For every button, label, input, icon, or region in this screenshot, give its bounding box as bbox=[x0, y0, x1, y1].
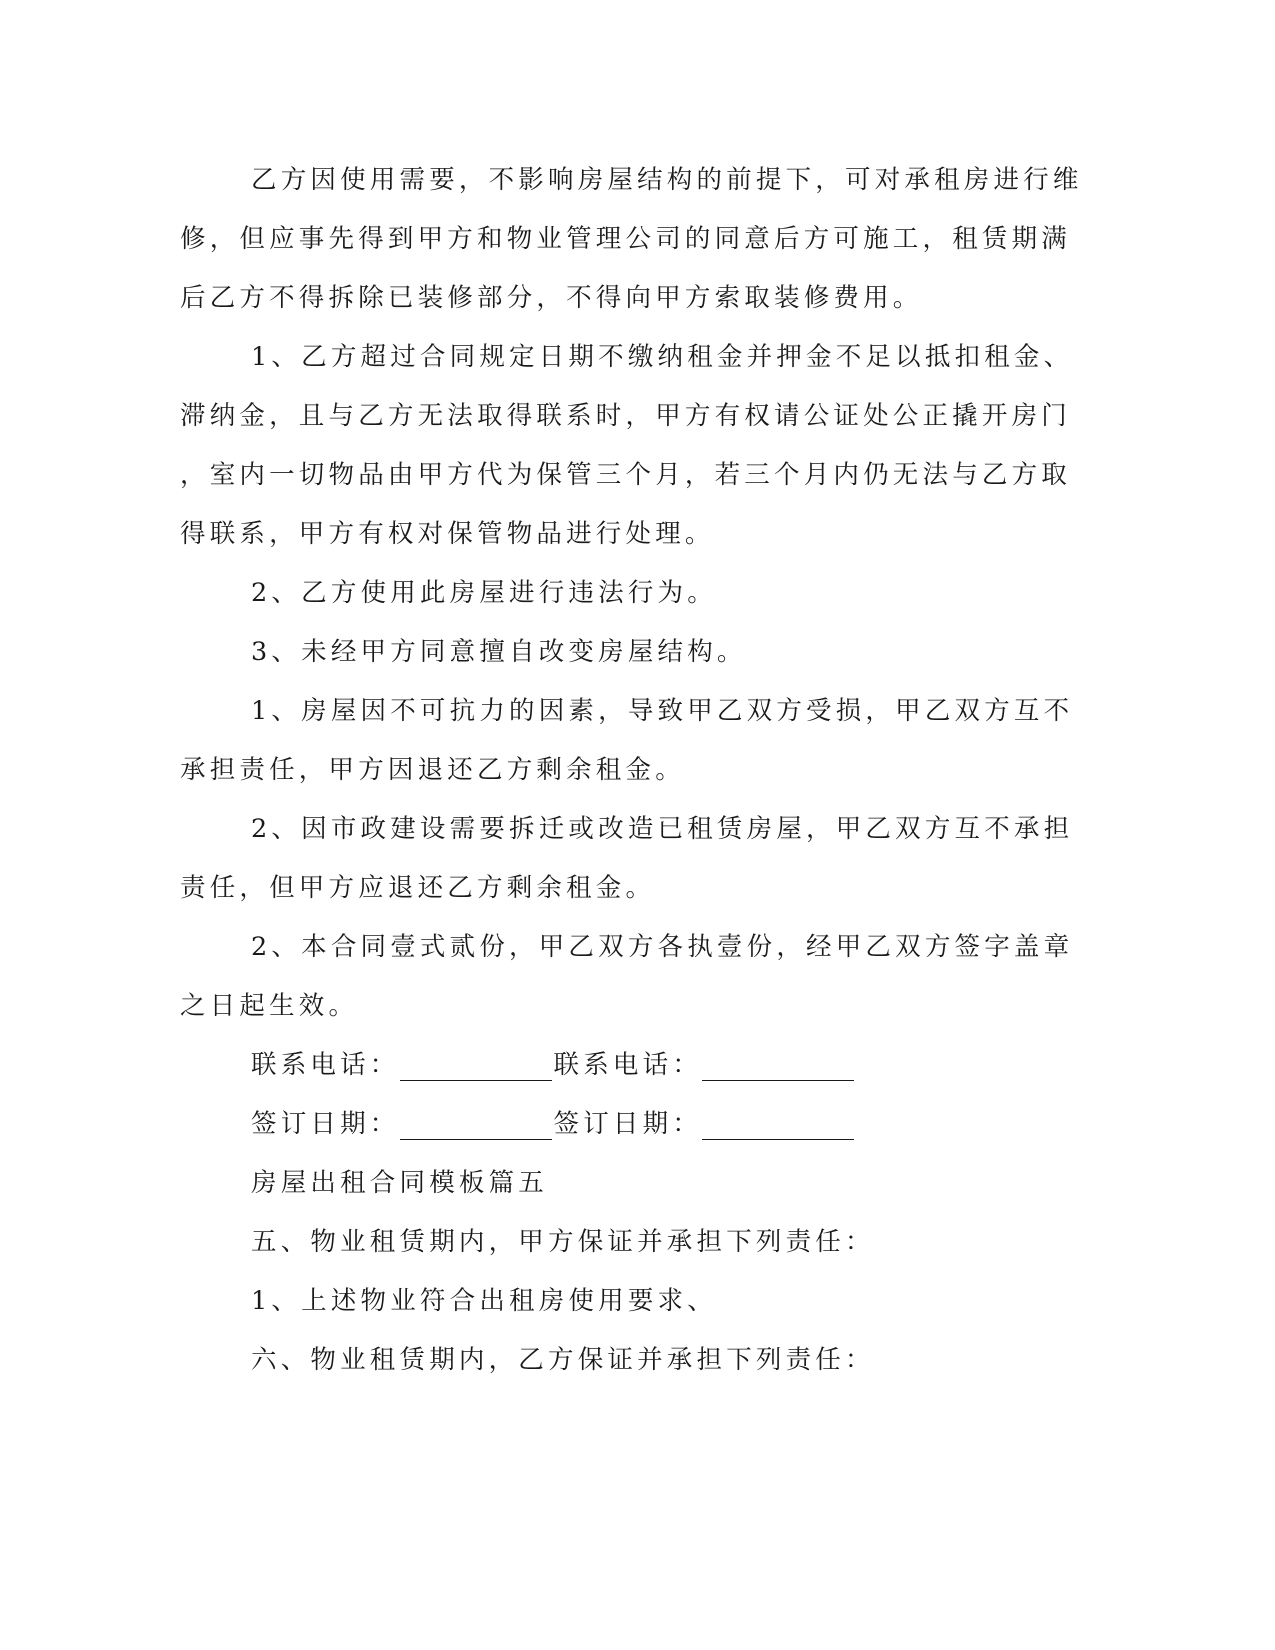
phone-blank-party-b[interactable] bbox=[702, 1054, 854, 1081]
phone-row bbox=[251, 1049, 856, 1081]
paragraph-line: 后乙方不得拆除已装修部分，不得向甲方索取装修费用。 bbox=[180, 283, 923, 313]
phone-label-party-a: 联系电话： bbox=[251, 1050, 400, 1080]
paragraph-line: 六、物业租赁期内，乙方保证并承担下列责任： bbox=[251, 1345, 875, 1375]
paragraph-line: 滞纳金，且与乙方无法取得联系时，甲方有权请公证处公正撬开房门 bbox=[180, 401, 1072, 431]
paragraph-line: 1、乙方超过合同规定日期不缴纳租金并押金不足以抵扣租金、 bbox=[251, 342, 1074, 372]
date-blank-party-a[interactable] bbox=[400, 1113, 552, 1140]
paragraph-line: 乙方因使用需要，不影响房屋结构的前提下，可对承租房进行维 bbox=[251, 165, 1083, 195]
paragraph-line: ，室内一切物品由甲方代为保管三个月，若三个月内仍无法与乙方取 bbox=[180, 460, 1072, 490]
phone-label-party-b: 联系电话： bbox=[553, 1050, 703, 1080]
paragraph-line: 责任，但甲方应退还乙方剩余租金。 bbox=[180, 873, 656, 903]
phone-blank-party-a[interactable] bbox=[400, 1054, 552, 1081]
paragraph-line: 1、上述物业符合出租房使用要求、 bbox=[251, 1286, 717, 1316]
date-blank-party-b[interactable] bbox=[702, 1113, 854, 1140]
paragraph-line: 2、乙方使用此房屋进行违法行为。 bbox=[251, 578, 717, 608]
paragraph-line: 2、本合同壹式贰份，甲乙双方各执壹份，经甲乙双方签字盖章 bbox=[251, 932, 1074, 962]
paragraph-line: 承担责任，甲方因退还乙方剩余租金。 bbox=[180, 755, 685, 785]
paragraph-line: 五、物业租赁期内，甲方保证并承担下列责任： bbox=[251, 1227, 875, 1257]
paragraph-line: 之日起生效。 bbox=[180, 991, 359, 1021]
date-label-party-a: 签订日期： bbox=[251, 1109, 400, 1139]
paragraph-line: 1、房屋因不可抗力的因素，导致甲乙双方受损，甲乙双方互不 bbox=[251, 696, 1074, 726]
paragraph-line: 2、因市政建设需要拆迁或改造已租赁房屋，甲乙双方互不承担 bbox=[251, 814, 1074, 844]
paragraph-line: 3、未经甲方同意擅自改变房屋结构。 bbox=[251, 637, 747, 667]
section-title: 房屋出租合同模板篇五 bbox=[251, 1168, 549, 1198]
paragraph-line: 修，但应事先得到甲方和物业管理公司的同意后方可施工，租赁期满 bbox=[180, 224, 1072, 254]
paragraph-line: 得联系，甲方有权对保管物品进行处理。 bbox=[180, 519, 715, 549]
date-label-party-b: 签订日期： bbox=[553, 1109, 703, 1139]
date-row bbox=[251, 1108, 856, 1140]
